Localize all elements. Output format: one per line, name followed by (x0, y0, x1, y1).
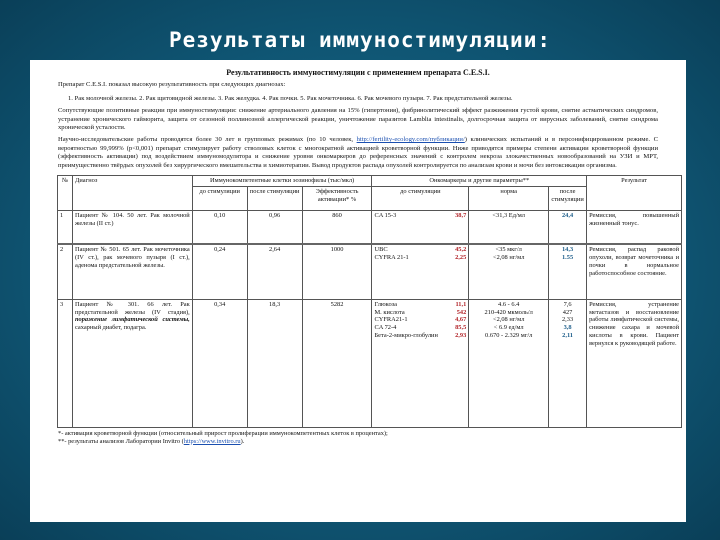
header-onco: Онкомаркеры и другие параметры** (372, 176, 587, 187)
marker (374, 254, 466, 262)
marker-after: 3,8 (563, 324, 572, 332)
marker-norm: < 6.9 ед/мл (493, 324, 524, 332)
table-row (58, 299, 682, 427)
results-table (57, 175, 682, 428)
doc-paragraph-2 (58, 136, 658, 170)
marker-after: 24,4 (561, 211, 574, 219)
row-result: Ремиссия, повышенный жизненный тонус. (587, 210, 682, 244)
marker-after: 7,6 (563, 300, 572, 308)
invitro-link[interactable]: https://www.invitro.ru (183, 437, 241, 445)
marker-value: 85,5 (455, 324, 467, 332)
row-num: 2 (58, 244, 73, 299)
marker-norm: 0.670 - 2.329 мг/л (485, 332, 533, 340)
header-diagnosis: Диагноз (72, 176, 192, 211)
header-after: после стимуляции (247, 186, 302, 210)
marker-norm: 4.6 - 6.4 (498, 300, 520, 308)
footnote-2 (58, 438, 658, 446)
markers-after (549, 210, 587, 244)
header-eff: Эффективность активации* % (302, 186, 372, 210)
markers-norm (469, 244, 549, 299)
publications-link[interactable]: http://fertility-ecology.com/публикации/ (356, 136, 465, 144)
row-diagnosis (72, 210, 192, 244)
marker (374, 301, 466, 309)
marker (374, 332, 466, 340)
cells-after: 0,96 (247, 210, 302, 244)
row-result: Ремиссия, распад раковой опухоли, возврат мочеточника и почки в нормальное работоспособное состояние. (587, 244, 682, 299)
marker-name: CA 72-4 (374, 324, 397, 332)
marker-value: 45,2 (455, 246, 467, 254)
marker-norm: <2,08 нг/мл (492, 316, 525, 324)
header-num: № (58, 176, 73, 211)
doc-paragraph-1: Сопутствующие позитивные реакции при иммуностимуляции: снижение артериального давления на 15% (гипертония), фибринолитический эффект разжижения густой крови, снятие астматических синдромов, устранение хронического гайморита, защита от сезонной поллинозной аллергической реакции, уничтожение паразитов Lamblia intestinalis, долгосрочная защита от вирусных заболеваний, снятие синдрома хронической усталости. (58, 107, 658, 132)
document-image (30, 60, 686, 522)
doc-intro: Препарат C.E.S.I. показал высокую результативность при следующих диагнозах: (58, 81, 286, 89)
footnotes (58, 430, 658, 446)
diagnosis-text: Пациент № 301. 66 лет. Рак предстательной железы (IV стадия), (74, 300, 190, 316)
marker-value: 11,1 (455, 300, 467, 308)
markers-before (372, 299, 469, 427)
diagnosis-text: Пациент № 501. 65 лет. Рак мочеточника (IV ст.), рак мочевого пузыря (I ст.), аденома предстательной железы. (74, 246, 190, 269)
header-before: до стимуляции (192, 186, 247, 210)
marker (374, 316, 466, 324)
marker-after: 427 (562, 308, 573, 316)
row-num: 1 (58, 210, 73, 244)
cells-before: 0,24 (192, 244, 247, 299)
marker-value: 2,93 (455, 332, 467, 340)
marker-norm: <2,08 нг/мл (492, 254, 525, 262)
marker-after: 2,11 (562, 332, 573, 340)
markers-norm (469, 210, 549, 244)
footnote-1: *- активация кроветворной функции (относительный прирост пролиферации иммунокомпетентных клеток в процентах); (58, 429, 388, 437)
cells-after: 18,3 (247, 299, 302, 427)
marker-name: Бета-2-микро-глобулин (374, 332, 438, 340)
marker-after: 2,33 (561, 316, 574, 324)
marker (374, 324, 466, 332)
header-cells: Иммунокомпетентные клетки эозинофилы (тыс/мкл) (192, 176, 372, 187)
doc-heading: Результативность иммуностимуляции с применением препарата C.E.S.I. (226, 68, 490, 77)
table-row (58, 244, 682, 299)
cells-after: 2,64 (247, 244, 302, 299)
table-row (58, 210, 682, 244)
activation-efficiency: 5282 (302, 299, 372, 427)
header-result: Результат (587, 176, 682, 211)
marker-after: 14,3 (561, 246, 574, 254)
row-result: Ремиссия, устранение метастазов и восстановление работы лимфатической системы, снижение сахара и мочевой кислоты в крови. Пациент вернулся к руководящей работе. (587, 299, 682, 427)
cells-before: 0,34 (192, 299, 247, 427)
header-onco-after: после стимуляции (549, 186, 587, 210)
text: **- результаты анализов Лаборатории Invitro ( (58, 437, 184, 445)
markers-before (372, 210, 469, 244)
diagnosis-emphasis: поражение лимфатической системы, (74, 316, 190, 324)
marker (374, 309, 466, 317)
cells-before: 0,10 (192, 210, 247, 244)
marker-name: Глюкоза (374, 300, 397, 308)
marker-norm: 210-420 мкмоль/л (484, 308, 533, 316)
slide-title: Результаты иммуностимуляции: (168, 28, 551, 52)
header-onco-before: до стимуляции (372, 186, 469, 210)
marker-after: 1.55 (561, 254, 574, 262)
marker (374, 212, 466, 220)
row-num: 3 (58, 299, 73, 427)
marker-norm: <31,3 Ед/мл (492, 211, 525, 219)
marker-name: CA 15-3 (374, 211, 397, 219)
text: ). (240, 437, 245, 445)
marker-value: 38,7 (455, 211, 467, 219)
marker-norm: <35 мкг/л (495, 246, 522, 254)
row-diagnosis (72, 244, 192, 299)
marker-value: 4,67 (455, 316, 467, 324)
diagnosis-list: 1. Рак молочной железы. 2. Рак щитовидной железы. 3. Рак желудка. 4. Рак почки. 5. Рак мочеточника. 6. Рак мочевого пузыря. 7. Рак предстательной железы. (68, 94, 513, 102)
text: Научно-исследовательские работы проводятся более 30 лет в групповых режимах (по 10 человек, (58, 136, 357, 144)
marker-name: UBC (374, 246, 388, 254)
markers-before (372, 244, 469, 299)
activation-efficiency: 860 (302, 210, 372, 244)
header-norm: норма (469, 186, 549, 210)
marker-value: 542 (456, 308, 467, 316)
marker-name: М. кислота (374, 308, 405, 316)
marker-name: CYFRA 21-1 (374, 254, 409, 262)
activation-efficiency: 1000 (302, 244, 372, 299)
row-diagnosis (72, 299, 192, 427)
marker (374, 246, 466, 254)
marker-value: 2,25 (455, 254, 467, 262)
markers-after (549, 299, 587, 427)
diagnosis-text: Пациент № 104. 50 лет. Рак молочной железы (II ст.) (74, 211, 190, 227)
markers-after (549, 244, 587, 299)
markers-norm (469, 299, 549, 427)
text: ) клинических испытаний и в персонифицированном режиме. С вероятностью 99,999% (p<0,001) препарат стимулирует работу стволовых клеток с многократной активацией кроветворной функции. Ниже приводятся примеры степени активации кроветворной функции (эффективность активации) под воздействием иммуномодулятора и снижение уровня онкомаркеров до референсных значений с контролем некроза злокачественных новообразований на УЗИ и МРТ, преимущественно твёрдых опухолей без хирургического вмешательства и химиотерапии. Вывод продуктов распада опухолей контролируется по анализам крови и мочи без интоксикации организма. (58, 136, 658, 169)
diagnosis-text: сахарный диабет, подагра. (74, 324, 147, 332)
marker-name: CYFRA21-1 (374, 316, 408, 324)
